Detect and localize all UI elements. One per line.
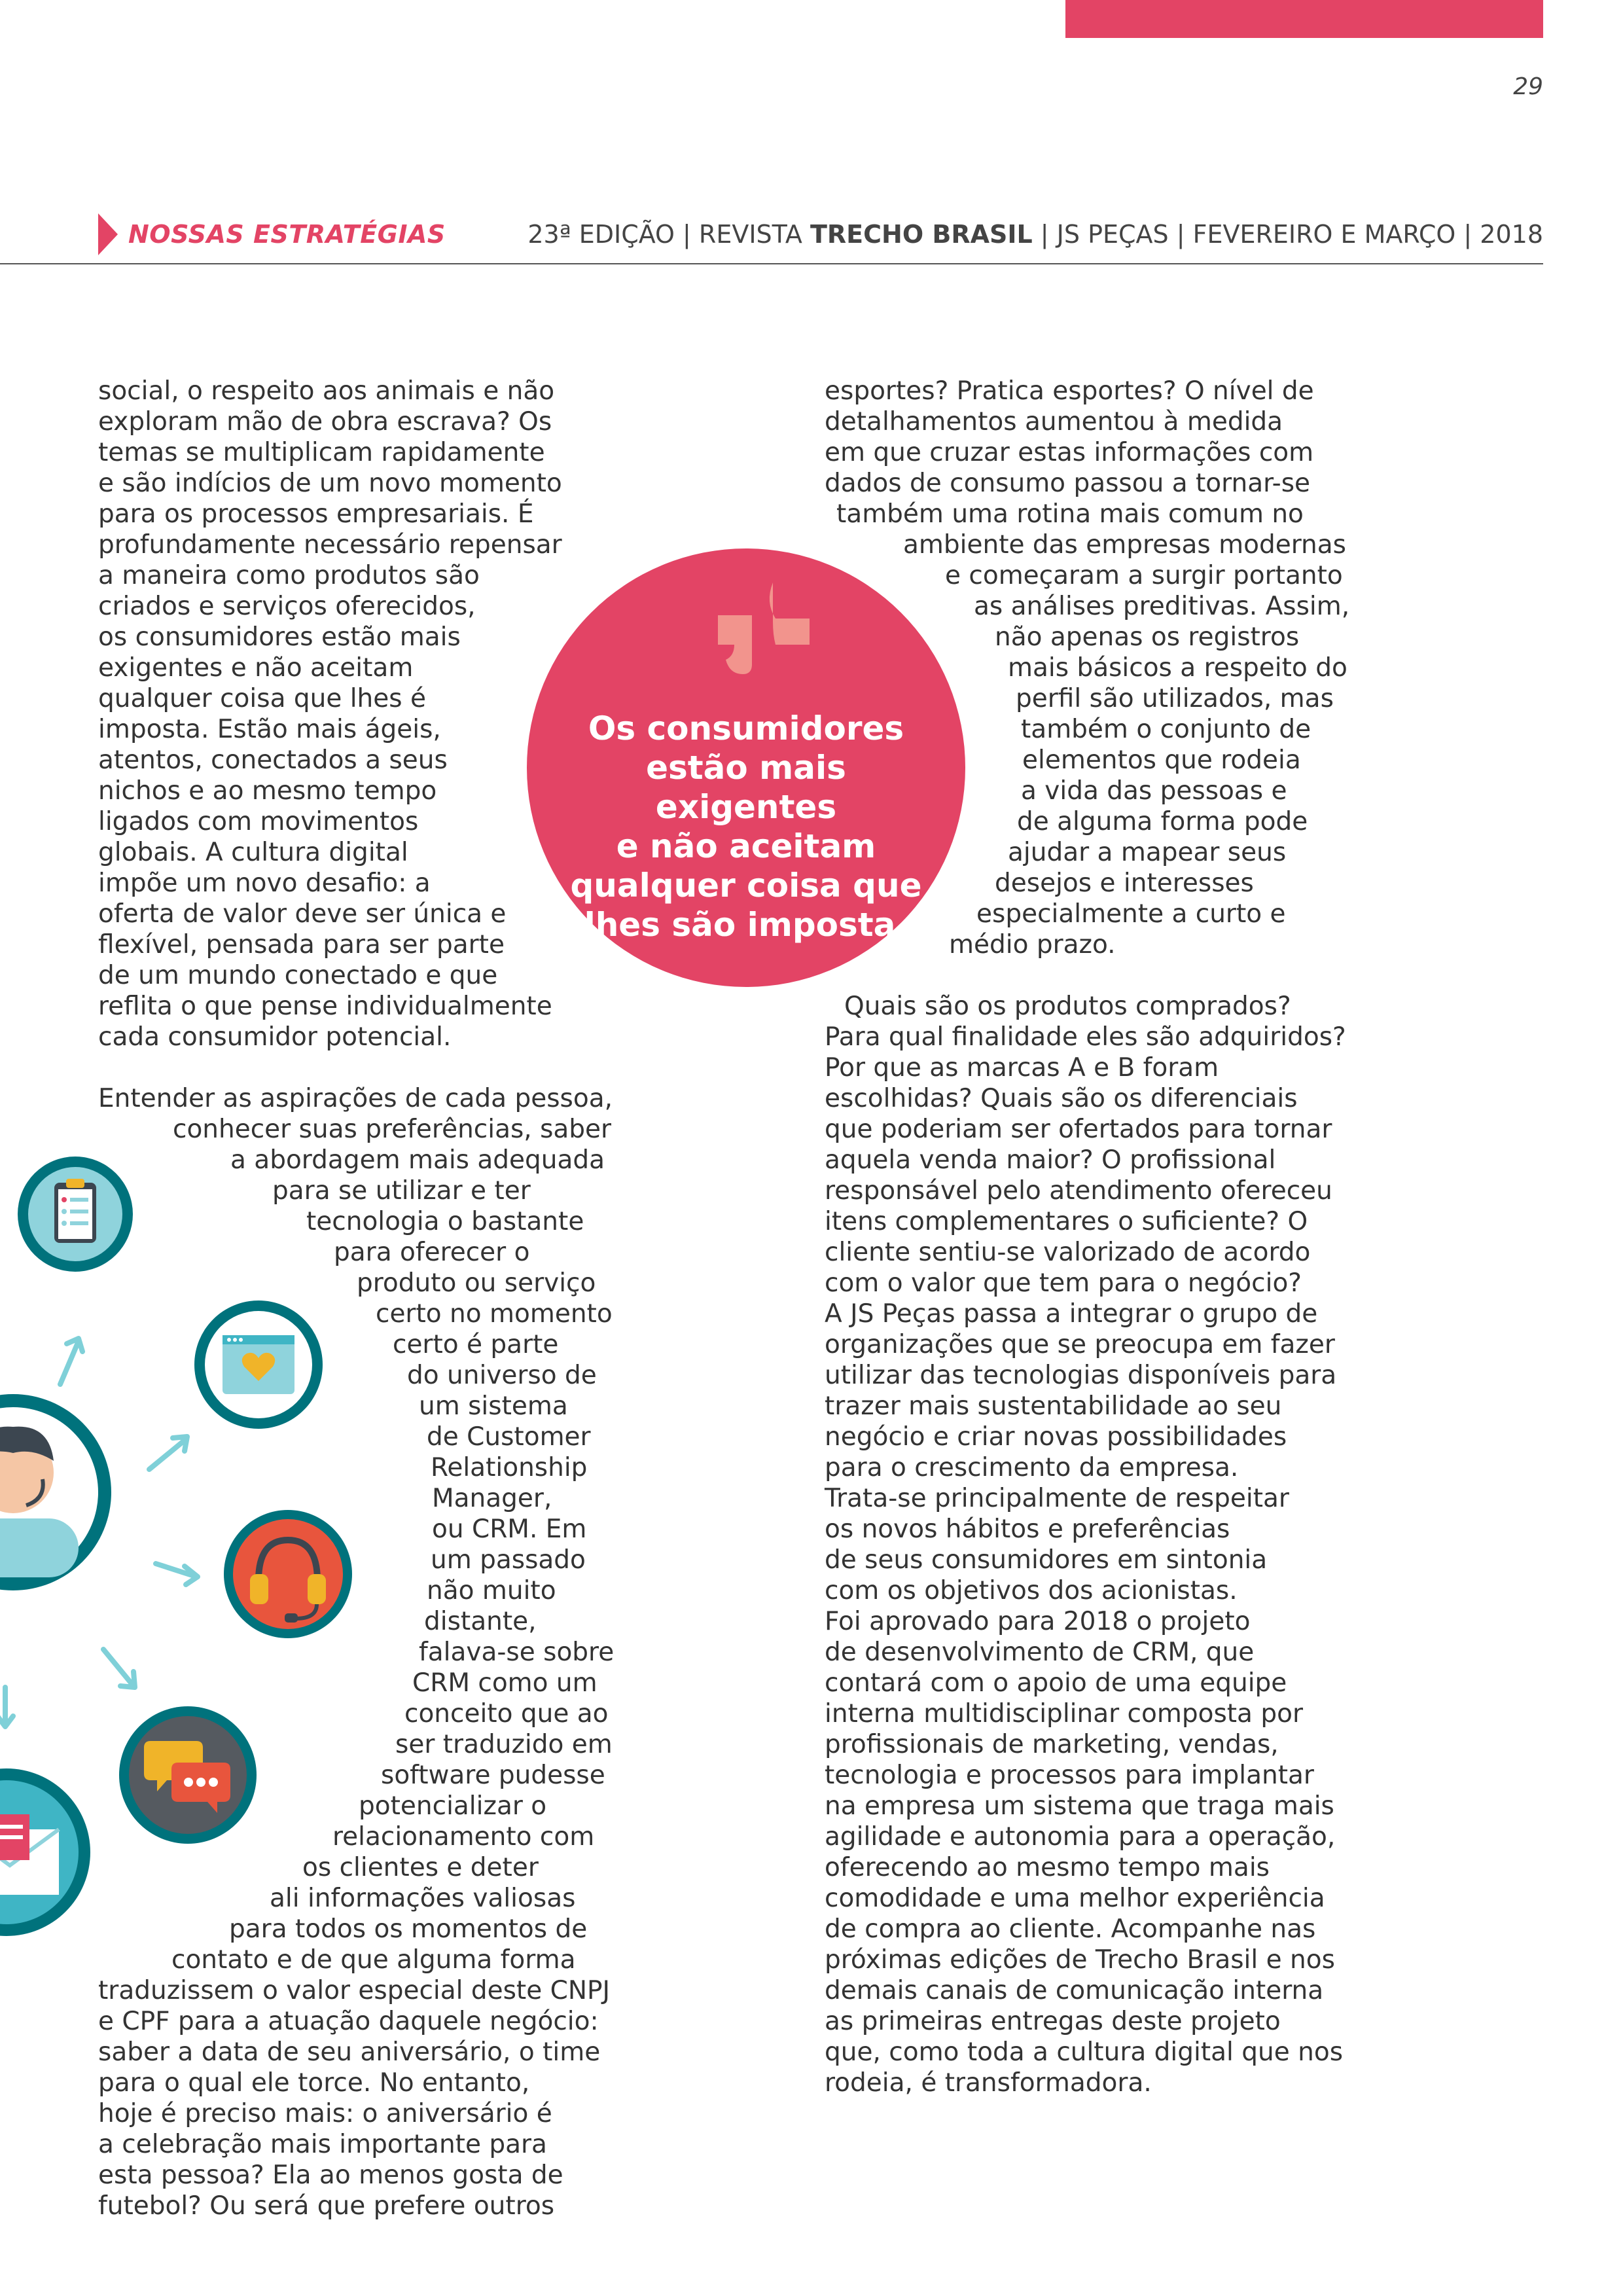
text-line: utilizar das tecnologias disponíveis para [825, 1361, 1337, 1390]
pull-quote-line: qualquer coisa que [570, 867, 922, 905]
arrow-icon [143, 1430, 195, 1476]
text-line: os clientes e deter [302, 1853, 539, 1882]
text-line: com os objetivos dos acionistas. [825, 1576, 1238, 1605]
text-line: agilidade e autonomia para a operação, [825, 1822, 1336, 1852]
text-line: tecnologia o bastante [306, 1207, 584, 1236]
top-accent-bar [1065, 0, 1543, 38]
text-line: cliente sentiu-se valorizado de acordo [825, 1238, 1311, 1267]
text-line: e CPF para a atuação daquele negócio: [98, 2007, 599, 2036]
text-line: tecnologia e processos para implantar [825, 1761, 1314, 1790]
text-line: Manager, [432, 1484, 552, 1513]
text-line: temas se multiplicam rapidamente [98, 438, 545, 467]
person-avatar-icon [0, 1388, 124, 1682]
quote-marks-icon [711, 583, 816, 681]
header-divider [0, 263, 1543, 264]
text-line: não apenas os registros [995, 622, 1300, 652]
section-title: NOSSAS ESTRATÉGIAS [128, 220, 446, 249]
text-line: conhecer suas preferências, saber [173, 1115, 612, 1144]
pull-quote-line: lhes são imposta. [584, 906, 908, 944]
pull-quote-line: Os consumidores [588, 709, 904, 747]
text-line: mais básicos a respeito do [1008, 653, 1347, 683]
text-line: esta pessoa? Ela ao menos gosta de [98, 2161, 563, 2190]
arrow-icon [151, 1554, 203, 1587]
text-line: um passado [431, 1545, 586, 1575]
text-line: hoje é preciso mais: o aniversário é [98, 2099, 552, 2128]
arrow-icon [97, 1643, 143, 1695]
arrow-icon [52, 1332, 92, 1391]
text-line: não muito [427, 1576, 556, 1605]
headset-icon [223, 1509, 353, 1640]
text-line: impõe um novo desafio: a [98, 869, 431, 898]
text-line: também o conjunto de [1021, 715, 1311, 744]
text-line: trazer mais sustentabilidade ao seu [825, 1391, 1282, 1421]
issue-line [527, 220, 1543, 249]
text-line: na empresa um sistema que traga mais [825, 1791, 1334, 1821]
text-line: futebol? Ou será que prefere outros [98, 2191, 555, 2221]
text-line: Para qual finalidade eles são adquiridos? [825, 1022, 1346, 1052]
text-line: interna multidisciplinar composta por [825, 1699, 1304, 1729]
clipboard-checklist-icon [16, 1155, 134, 1273]
pull-quote-line: estão mais exigentes [646, 749, 846, 826]
magazine-name: TRECHO BRASIL [810, 220, 1033, 249]
text-line: ali informações valiosas [270, 1884, 576, 1913]
text-line: um sistema [419, 1391, 568, 1421]
text-line: de desenvolvimento de CRM, que [825, 1638, 1255, 1667]
text-line: CRM como um [412, 1668, 597, 1698]
text-line: responsável pelo atendimento ofereceu [825, 1176, 1332, 1206]
text-line: traduzissem o valor especial deste CNPJ [98, 1976, 611, 2005]
text-line: certo é parte [393, 1330, 559, 1359]
text-line: oferecendo ao mesmo tempo mais [825, 1853, 1270, 1882]
text-line: os novos hábitos e preferências [825, 1515, 1230, 1544]
text-line: para oferecer o [334, 1238, 530, 1267]
section-arrow-icon [98, 213, 118, 255]
text-line: perfil são utilizados, mas [1016, 684, 1334, 713]
text-line: organizações que se preocupa em fazer [825, 1330, 1335, 1359]
text-line: social, o respeito aos animais e não [98, 376, 555, 406]
text-line: contará com o apoio de uma equipe [825, 1668, 1287, 1698]
text-line: de compra ao cliente. Acompanhe nas [825, 1914, 1316, 1944]
text-line: as análises preditivas. Assim, [974, 592, 1350, 621]
text-line: de Customer [427, 1422, 591, 1452]
text-line: Foi aprovado para 2018 o projeto [825, 1607, 1251, 1636]
text-line: flexível, pensada para ser parte [98, 930, 505, 960]
issue-suffix: | JS PEÇAS | FEVEREIRO E MARÇO | 2018 [1032, 220, 1543, 249]
text-line: cada consumidor potencial. [98, 1022, 452, 1052]
text-line: a celebração mais importante para [98, 2130, 547, 2159]
text-line: para os processos empresariais. É [98, 499, 534, 529]
text-line: atentos, conectados a seus [98, 745, 448, 775]
text-line: ambiente das empresas modernas [903, 530, 1346, 560]
text-line: as primeiras entregas deste projeto [825, 2007, 1281, 2036]
text-line: exigentes e não aceitam [98, 653, 414, 683]
text-line: para se utilizar e ter [272, 1176, 531, 1206]
text-line: elementos que rodeia [1022, 745, 1301, 775]
text-line: qualquer coisa que lhes é [98, 684, 426, 713]
text-line: Relationship [431, 1453, 588, 1482]
text-line: de alguma forma pode [1017, 807, 1308, 836]
text-line: criados e serviços oferecidos, [98, 592, 476, 621]
text-line: Quais são os produtos comprados? [844, 992, 1291, 1021]
text-line: falava-se sobre [419, 1638, 615, 1667]
text-line: rodeia, é transformadora. [825, 2068, 1152, 2098]
issue-prefix: 23ª EDIÇÃO | REVISTA [527, 220, 810, 249]
text-line: distante, [424, 1607, 537, 1636]
text-line: reflita o que pense individualmente [98, 992, 552, 1021]
text-line: para o qual ele torce. No entanto, [98, 2068, 530, 2098]
text-line: ajudar a mapear seus [1008, 838, 1287, 867]
text-line: nichos e ao mesmo tempo [98, 776, 437, 806]
text-line: desejos e interesses [995, 869, 1254, 898]
text-line: especialmente a curto e [976, 899, 1286, 929]
text-line: ser traduzido em [395, 1730, 613, 1759]
text-line: escolhidas? Quais são os diferenciais [825, 1084, 1298, 1113]
text-line: itens complementares o suficiente? O [825, 1207, 1308, 1236]
text-line: Entender as aspirações de cada pessoa, [98, 1084, 613, 1113]
chat-bubbles-icon [118, 1705, 259, 1846]
page-number: 29 [1513, 73, 1543, 100]
text-line: dados de consumo passou a tornar-se [825, 469, 1311, 498]
text-line: do universo de [407, 1361, 597, 1390]
text-line: potencializar o [359, 1791, 547, 1821]
envelope-icon [0, 1767, 92, 1937]
text-line: detalhamentos aumentou à medida [825, 407, 1283, 437]
text-line: e começaram a surgir portanto [945, 561, 1343, 590]
text-line: com o valor que tem para o negócio? [825, 1268, 1302, 1298]
text-line: globais. A cultura digital [98, 838, 408, 867]
text-line: conceito que ao [404, 1699, 609, 1729]
text-line: exploram mão de obra escrava? Os [98, 407, 552, 437]
text-line: de um mundo conectado e que [98, 961, 498, 990]
text-line: ou CRM. Em [432, 1515, 587, 1544]
text-line: que, como toda a cultura digital que nos [825, 2037, 1344, 2067]
text-line: negócio e criar novas possibilidades [825, 1422, 1287, 1452]
text-line: contato e de que alguma forma [171, 1945, 576, 1975]
pull-quote [527, 548, 965, 987]
text-line: a maneira como produtos são [98, 561, 480, 590]
text-line: Por que as marcas A e B foram [825, 1053, 1219, 1083]
text-line: relacionamento com [332, 1822, 595, 1852]
pull-quote-line: e não aceitam [616, 827, 876, 865]
text-line: de seus consumidores em sintonia [825, 1545, 1268, 1575]
pull-quote-text [553, 709, 939, 944]
text-line: ligados com movimentos [98, 807, 419, 836]
text-line: saber a data de seu aniversário, o time [98, 2037, 601, 2067]
text-line: produto ou serviço [357, 1268, 596, 1298]
text-line: oferta de valor deve ser única e [98, 899, 507, 929]
text-line: os consumidores estão mais [98, 622, 461, 652]
text-line: demais canais de comunicação interna [825, 1976, 1324, 2005]
text-line: comodidade e uma melhor experiência [825, 1884, 1325, 1913]
text-line: imposta. Estão mais ágeis, [98, 715, 441, 744]
text-line: profissionais de marketing, vendas, [825, 1730, 1279, 1759]
browser-heart-icon [193, 1299, 324, 1430]
text-line: esportes? Pratica esportes? O nível de [825, 376, 1314, 406]
text-line: software pudesse [381, 1761, 605, 1790]
text-line: a abordagem mais adequada [230, 1145, 605, 1175]
text-line: e são indícios de um novo momento [98, 469, 562, 498]
text-line: certo no momento [376, 1299, 613, 1329]
text-line: também uma rotina mais comum no [836, 499, 1304, 529]
text-line: médio prazo. [949, 930, 1116, 960]
text-line: em que cruzar estas informações com [825, 438, 1314, 467]
text-line: A JS Peças passa a integrar o grupo de [825, 1299, 1318, 1329]
text-line: a vida das pessoas e [1021, 776, 1287, 806]
text-line: próximas edições de Trecho Brasil e nos [825, 1945, 1335, 1975]
text-line: para todos os momentos de [229, 1914, 588, 1944]
text-line: para o crescimento da empresa. [825, 1453, 1239, 1482]
text-line: profundamente necessário repensar [98, 530, 562, 560]
text-line: que poderiam ser ofertados para tornar [825, 1115, 1332, 1144]
text-line: Trata-se principalmente de respeitar [825, 1484, 1289, 1513]
text-line: aquela venda maior? O profissional [825, 1145, 1276, 1175]
arrow-icon [0, 1682, 20, 1734]
